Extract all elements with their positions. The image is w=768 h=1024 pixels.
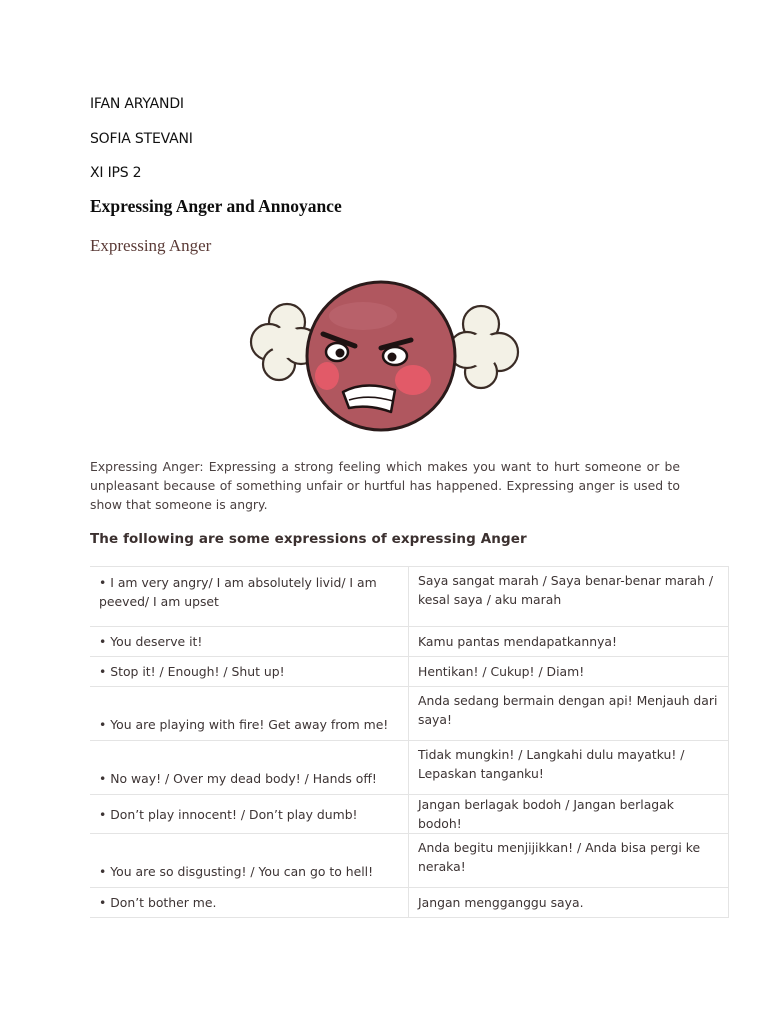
blush-left — [315, 362, 339, 390]
blush-right — [395, 365, 431, 395]
indonesian-translation: Kamu pantas mendapatkannya! — [409, 627, 729, 657]
class-label: XI IPS 2 — [90, 165, 142, 181]
table-row — [90, 834, 729, 888]
indonesian-translation: Jangan berlagak bodoh / Jangan berlagak bodoh! — [409, 795, 729, 834]
table-row — [90, 795, 729, 834]
table-row — [90, 741, 729, 795]
english-expression: • I am very angry/ I am absolutely livid/ I am peeved/ I am upset — [90, 567, 409, 627]
indonesian-translation: Hentikan! / Cukup! / Diam! — [409, 657, 729, 687]
table-row — [90, 567, 729, 627]
indonesian-translation: Anda sedang bermain dengan api! Menjauh dari saya! — [409, 687, 729, 741]
english-expression: • Don’t bother me. — [90, 888, 409, 918]
document-title: Expressing Anger and Annoyance — [90, 196, 342, 216]
expressions-table — [90, 566, 729, 918]
english-expression: • You deserve it! — [90, 627, 409, 657]
indonesian-translation: Tidak mungkin! / Langkahi dulu mayatku! / Lepaskan tanganku! — [409, 741, 729, 795]
author-name-1: IFAN ARYANDI — [90, 96, 184, 112]
table-row — [90, 687, 729, 741]
definition-paragraph: Expressing Anger: Expressing a strong feeling which makes you want to hurt someone or be unpleasant because of something unfair or hurtful has happened. Expressing anger is used to show that someone is angry. — [90, 459, 680, 512]
table-row — [90, 657, 729, 687]
english-expression: • Don’t play innocent! / Don’t play dumb! — [90, 795, 409, 834]
english-expression: • No way! / Over my dead body! / Hands off! — [90, 741, 409, 795]
author-name-2: SOFIA STEVANI — [90, 131, 193, 147]
english-expression: • You are playing with fire! Get away from me! — [90, 687, 409, 741]
english-expression: • Stop it! / Enough! / Shut up! — [90, 657, 409, 687]
indonesian-translation: Anda begitu menjijikkan! / Anda bisa pergi ke neraka! — [409, 834, 729, 888]
indonesian-translation: Saya sangat marah / Saya benar-benar marah / kesal saya / aku marah — [409, 567, 729, 627]
table-row — [90, 888, 729, 918]
section-heading: Expressing Anger — [90, 236, 212, 255]
english-expression: • You are so disgusting! / You can go to hell! — [90, 834, 409, 888]
table-heading: The following are some expressions of expressing Anger — [90, 531, 527, 547]
angry-face-icon — [245, 276, 523, 436]
table-row — [90, 627, 729, 657]
indonesian-translation: Jangan mengganggu saya. — [409, 888, 729, 918]
